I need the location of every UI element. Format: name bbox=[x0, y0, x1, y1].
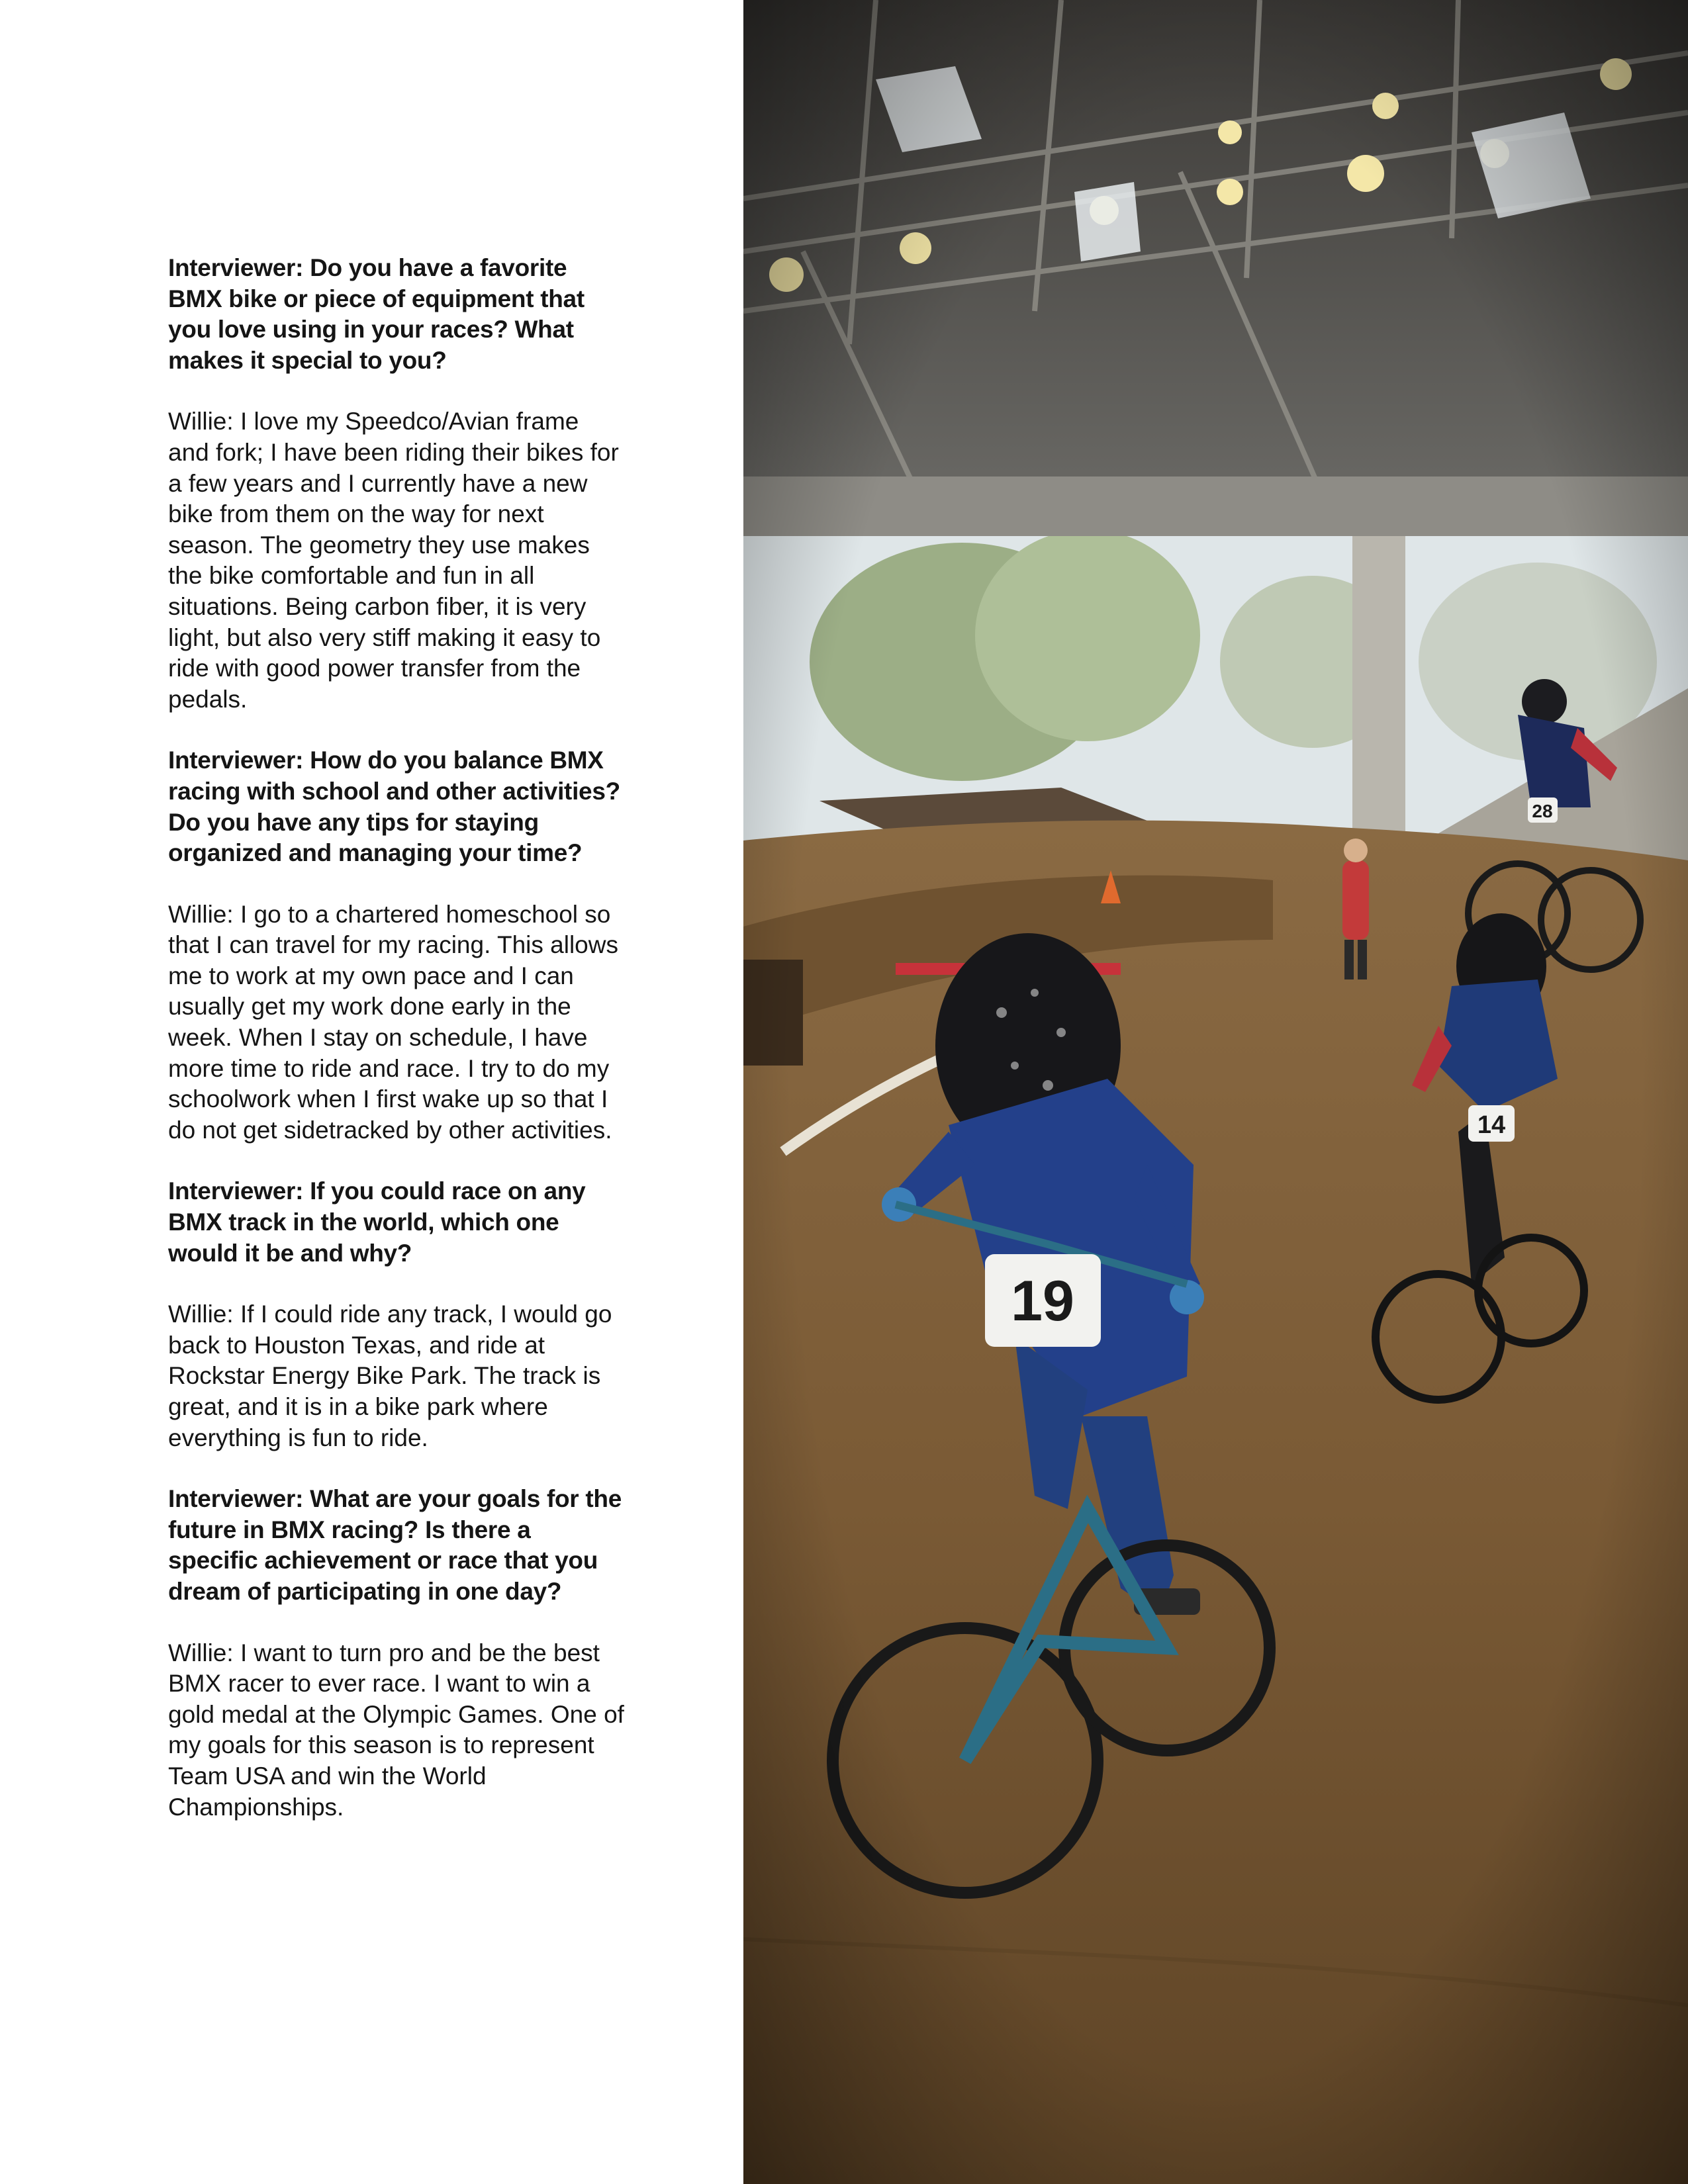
bmx-race-photo bbox=[743, 0, 1688, 2184]
qa-block-3 bbox=[168, 1176, 625, 1453]
interview-question-1: Interviewer: Do you have a favorite BMX bike or piece of equipment that you love using in your races? What makes it special to you? bbox=[168, 254, 585, 374]
interview-answer-4: Willie: I want to turn pro and be the best BMX racer to ever race. I want to win a gold medal at the Olympic Games. One of my goals for this season is to represent Team USA and win the World Championships. bbox=[168, 1639, 624, 1821]
bmx-race-illustration bbox=[743, 0, 1688, 2184]
interview-question-2: Interviewer: How do you balance BMX racing with school and other activities? Do you have any tips for staying organized and managing your time? bbox=[168, 747, 620, 867]
interview-question-4: Interviewer: What are your goals for the future in BMX racing? Is there a specific achievement or race that you dream of participating in one day? bbox=[168, 1485, 622, 1605]
interview-column bbox=[168, 253, 625, 1853]
interview-question-3: Interviewer: If you could race on any BMX track in the world, which one would it be and why? bbox=[168, 1177, 586, 1267]
interview-answer-1: Willie: I love my Speedco/Avian frame and fork; I have been riding their bikes for a few years and I currently have a new bike from them on the way for next season. The geometry they use makes the bike comfortable and fun in all situations. Being carbon fiber, it is very light, but also very stiff making it easy to ride with good power transfer from the pedals. bbox=[168, 408, 619, 713]
interview-answer-3: Willie: If I could ride any track, I would go back to Houston Texas, and ride at Rockstar Energy Bike Park. The track is great, and it is in a bike park where everything is fun to ride. bbox=[168, 1300, 612, 1451]
photo-vignette bbox=[743, 0, 1688, 2184]
qa-block-1 bbox=[168, 253, 625, 715]
qa-block-4 bbox=[168, 1484, 625, 1823]
interview-answer-2: Willie: I go to a chartered homeschool so that I can travel for my racing. This allows me to work at my own pace and I can usually get my work done early in the week. When I stay on schedule, I have more time to ride and race. I try to do my schoolwork when I first wake up so that I do not get sidetracked by other activities. bbox=[168, 900, 618, 1144]
qa-block-2 bbox=[168, 745, 625, 1146]
